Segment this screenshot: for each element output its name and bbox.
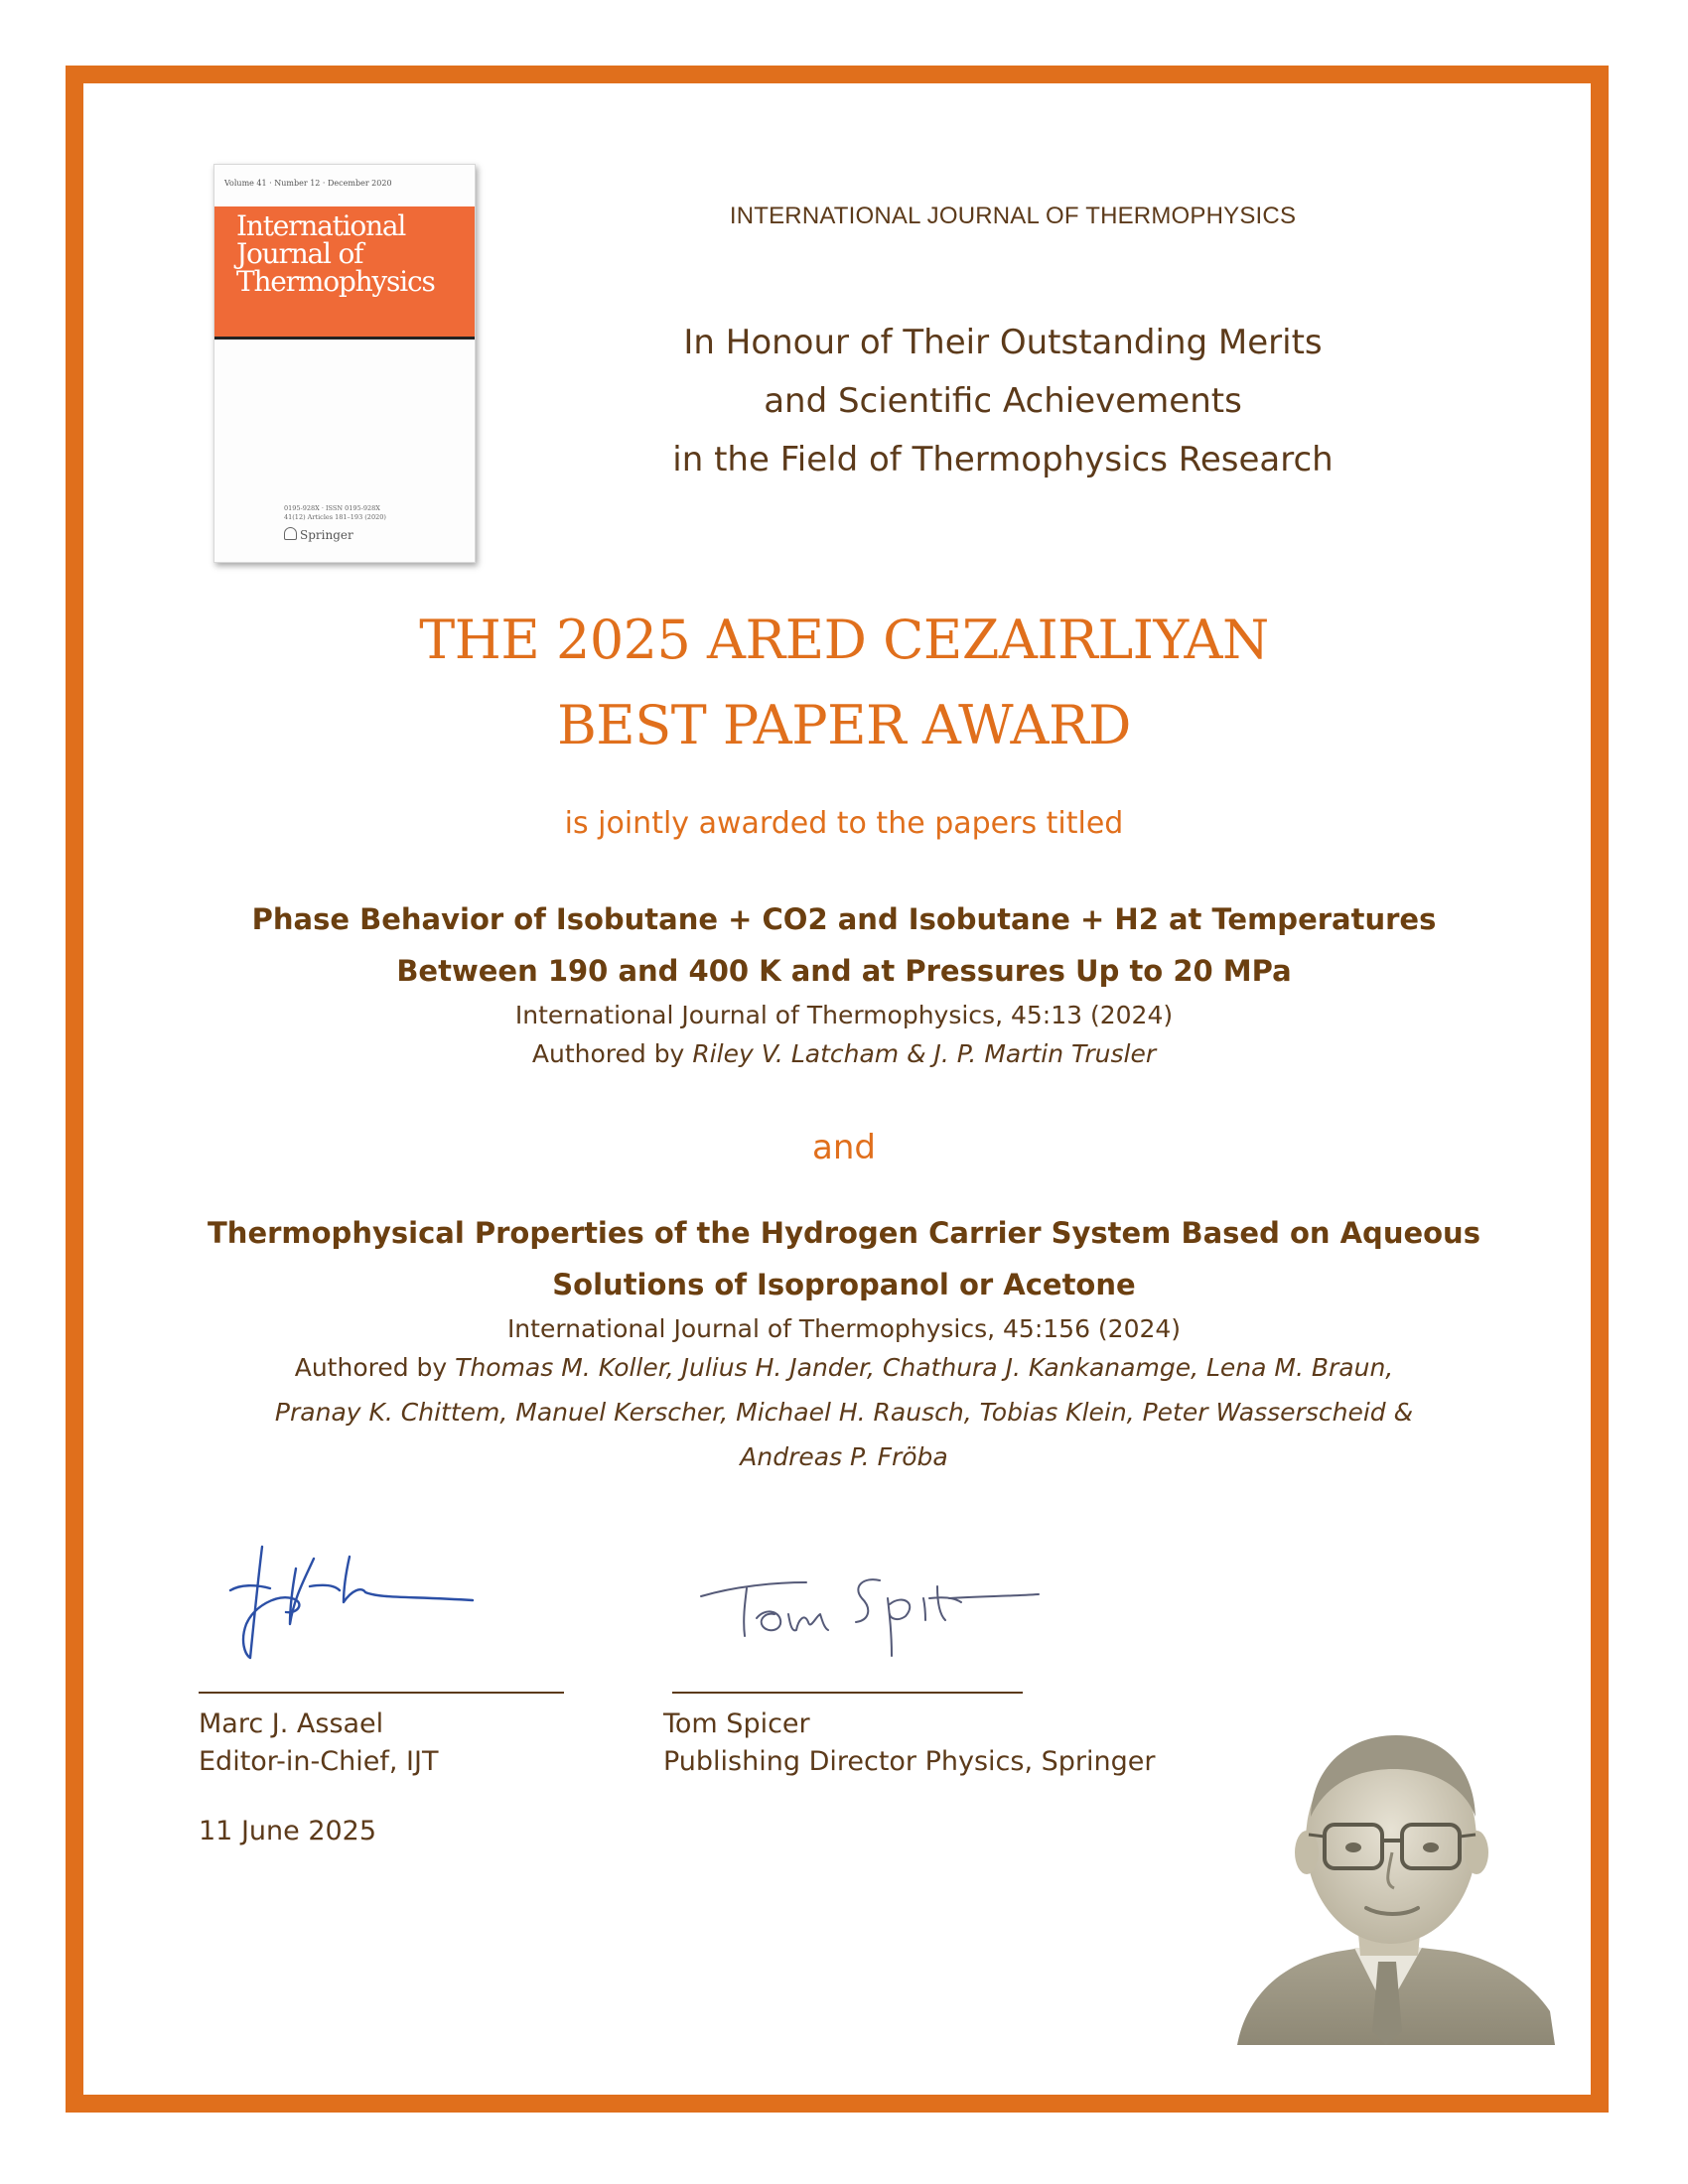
right-signatory bbox=[663, 1706, 1155, 1781]
paper1-authors: Authored by Riley V. Latcham & J. P. Martin Trusler bbox=[531, 1039, 1157, 1068]
left-signature-line bbox=[199, 1692, 564, 1694]
paper1-citation: International Journal of Thermophysics, 45:13 (2024) bbox=[514, 1001, 1174, 1029]
award-title: THE 2025 ARED CEZAIRLIYAN BEST PAPER AWARD bbox=[419, 609, 1269, 756]
cover-issue-line: Volume 41 · Number 12 · December 2020 bbox=[224, 179, 392, 188]
paper1-title: Phase Behavior of Isobutane + CO2 and Isobutane + H2 at Temperatures Between 190 and 400 K and at Pressures Up to 20 MPa bbox=[251, 902, 1437, 988]
and-connector: and bbox=[812, 1128, 876, 1167]
cover-issn: 0195-928X · ISSN 0195-928X 41(12) Articles 181–193 (2020) bbox=[284, 504, 386, 521]
journal-name: INTERNATIONAL JOURNAL OF THERMOPHYSICS bbox=[729, 203, 1297, 229]
paper1-block bbox=[0, 893, 1688, 1076]
cover-publisher: Springer bbox=[284, 527, 353, 542]
spicer-signature bbox=[695, 1559, 1043, 1668]
right-signature-line bbox=[672, 1692, 1023, 1694]
paper2-block bbox=[0, 1207, 1688, 1479]
cover-title: International Journal of Thermophysics bbox=[236, 209, 435, 298]
portrait-photo bbox=[1227, 1713, 1555, 2045]
cover-title-band bbox=[214, 206, 475, 340]
journal-cover bbox=[213, 164, 476, 563]
paper2-citation: International Journal of Thermophysics, 45:156 (2024) bbox=[506, 1314, 1182, 1343]
left-signatory bbox=[199, 1706, 438, 1781]
award-date: 11 June 2025 bbox=[199, 1816, 377, 1846]
springer-logo-icon bbox=[284, 527, 297, 540]
assael-signature bbox=[211, 1529, 489, 1678]
jointly-awarded-text: is jointly awarded to the papers titled bbox=[564, 806, 1124, 841]
honour-statement: In Honour of Their Outstanding Merits and Scientific Achievements in the Field of Thermophysics Research bbox=[672, 323, 1334, 479]
left-signatory-role: Editor-in-Chief, IJT bbox=[199, 1746, 439, 1777]
left-signatory-name: Marc J. Assael bbox=[199, 1708, 384, 1739]
right-signatory-name: Tom Spicer bbox=[663, 1708, 810, 1739]
right-signatory-role: Publishing Director Physics, Springer bbox=[663, 1746, 1156, 1777]
paper2-authors: Authored by Thomas M. Koller, Julius H. Jander, Chathura J. Kankanamge, Lena M. Braun, Pranay K. Chittem, Manuel Kerscher, Michael H. Rausch, Tobias Klein, Peter Wasserscheid & Andreas P. Fröba bbox=[274, 1353, 1414, 1471]
paper2-title: Thermophysical Properties of the Hydrogen Carrier System Based on Aqueous Solutions of Isopropanol or Acetone bbox=[208, 1216, 1480, 1301]
